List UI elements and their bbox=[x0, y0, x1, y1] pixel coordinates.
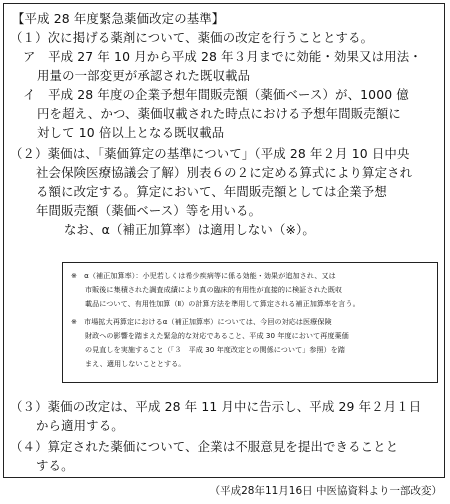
note2-line3: の見直しを実施すること（「３ 平成 30 年度改定との関係について」参照）を踏 bbox=[85, 345, 346, 354]
note2-line4: まえ、適用しないこととする。 bbox=[85, 359, 186, 368]
item1-a-line2: 用量の一部変更が承認された既収載品 bbox=[37, 68, 251, 83]
note-box bbox=[62, 262, 438, 383]
item2-line3: る額に改定する。算定において、年間販売額としては企業予想 bbox=[36, 184, 387, 199]
item1-i-line2: 円を超え、かつ、薬価収載された時点における予想年間販売額に bbox=[37, 106, 401, 121]
item1-a-line1: ア 平成 27 年 10 月から平成 28 年３月までに効能・効果又は用法・ bbox=[23, 49, 422, 64]
note2-line1: ※ 市場拡大再算定におけるα（補正加算率）については、今回の対応は医療保険 bbox=[71, 317, 332, 326]
item3-line1: （３）薬価の改定は、平成 28 年 11 月中に告示し、平成 29 年２月１日 bbox=[10, 399, 422, 414]
item1-i-line1: イ 平成 28 年度の企業予想年間販売額（薬価ベース）が、1000 億 bbox=[23, 87, 409, 102]
note2-line2: 財政への影響を踏まえた緊急的な対応であること、平成 30 年度において再度薬価 bbox=[85, 331, 349, 340]
item4-line2: する。 bbox=[36, 458, 74, 473]
item3-line2: から適用する。 bbox=[36, 418, 124, 433]
item2-line2: 社会保険医療協議会了解）別表６の２に定める算式により算定され bbox=[36, 165, 413, 180]
criteria-title: 【平成 28 年度緊急薬価改定の基準】 bbox=[12, 11, 225, 26]
item2-line5: なお、α（補正加算率）は適用しない（※）。 bbox=[64, 222, 315, 237]
item2-line4: 年間販売額（薬価ベース）等を用いる。 bbox=[36, 203, 262, 218]
item1-i-line3: 対して 10 倍以上となる既収載品 bbox=[37, 125, 225, 140]
source-caption: （平成28年11月16日 中医協資料より一部改変） bbox=[209, 485, 442, 497]
criteria-box bbox=[3, 3, 445, 478]
item1-line1: （１）次に掲げる薬剤について、薬価の改定を行うこととする。 bbox=[10, 30, 374, 45]
note1-line1: ※ α（補正加算率）：小児若しくは希少疾病等に係る効能・効果が追加され、又は bbox=[71, 271, 336, 280]
note1-line3: 載品について、有用性加算（Ⅱ）の計算方法を準用して算定される補正加算率を言う。 bbox=[85, 299, 360, 308]
note1-line2: 市販後に集積された調査成績により真の臨床的有用性が直接的に検証された既収 bbox=[85, 285, 343, 294]
item2-line1: （２）薬価は、「薬価算定の基準について」（平成 28 年２月 10 日中央 bbox=[10, 146, 410, 161]
item4-line1: （４）算定された薬価について、企業は不服意見を提出できることと bbox=[10, 439, 399, 454]
